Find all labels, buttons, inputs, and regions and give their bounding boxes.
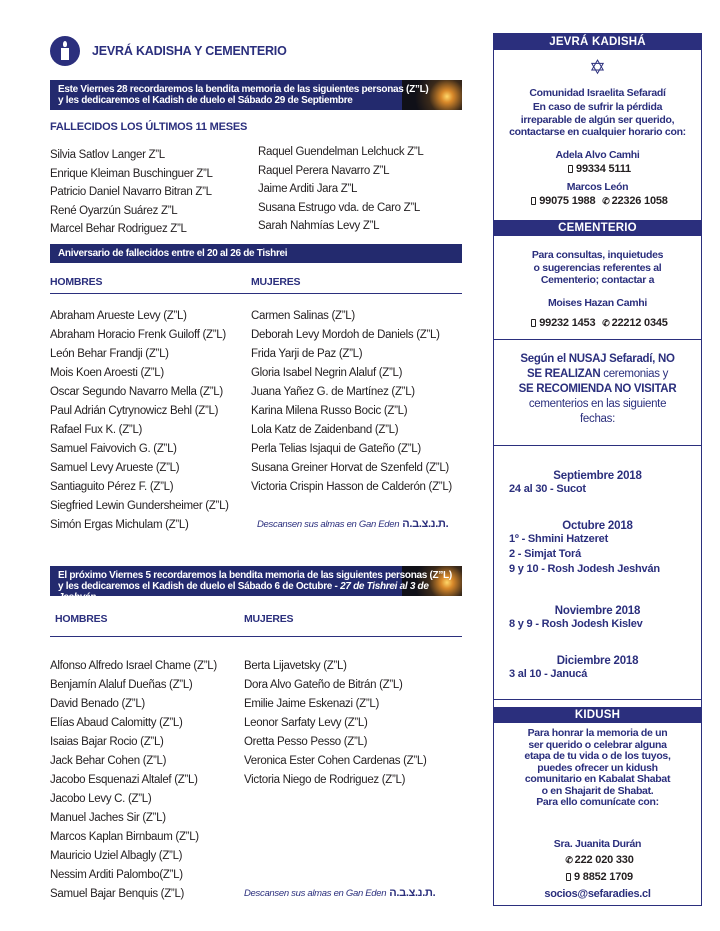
text-line: comunitario en Kabalat Shabat xyxy=(524,773,671,785)
text-line: SE REALIZAN xyxy=(526,368,601,380)
month-title: Septiembre 2018 xyxy=(553,470,642,482)
name-list-item: Sarah Nahmías Levy Z”L xyxy=(258,220,380,232)
candle-logo-icon xyxy=(50,36,80,66)
text-line: o sugerencias referentes al xyxy=(533,261,662,274)
name-list-item: Juana Yañez G. de Martínez (Z”L) xyxy=(251,386,415,398)
name-list-item: David Benado (Z”L) xyxy=(50,698,145,710)
text-line: Cementerio; contactar a xyxy=(540,274,655,286)
month-title: Diciembre 2018 xyxy=(556,655,639,667)
name-list-item: Siegfried Lewin Gundersheimer (Z”L) xyxy=(50,500,229,512)
name-list-item: Jacobo Esquenazi Altalef (Z”L) xyxy=(50,774,198,786)
page-title: JEVRÁ KADISHA Y CEMENTERIO xyxy=(92,44,287,58)
date-line: 3 al 10 - Janucá xyxy=(509,668,588,680)
anniversary-men-list xyxy=(50,307,229,535)
divider xyxy=(494,699,701,700)
name-list-item: Victoria Crispin Hasson de Calderón (Z”L) xyxy=(251,481,452,493)
phone-number[interactable]: 222 020 330 xyxy=(574,854,634,866)
contact-phone-row xyxy=(494,195,701,207)
descansen-text: Descansen sus almas en Gan Eden xyxy=(244,888,387,899)
name-list-item: Deborah Levy Mordoh de Daniels (Z”L) xyxy=(251,329,440,341)
contact-name: Moises Hazan Camhi xyxy=(547,297,648,309)
text-line: etapa de tu vida o de los tuyos, xyxy=(524,750,671,762)
name-list-item: Isaias Bajar Rocio (Z”L) xyxy=(50,736,164,748)
banner-line: El próximo Viernes 5 recordaremos la bendita memoria de las siguientes personas (Z”L) xyxy=(58,570,452,581)
banner-line: Aniversario de fallecidos entre el 20 al 26 de Tishrei xyxy=(58,248,288,259)
next-men-list xyxy=(50,657,217,904)
name-list-item: Manuel Jaches Sir (Z”L) xyxy=(50,812,166,824)
month-september xyxy=(494,470,701,497)
text-line: SE RECOMIENDA NO VISITAR xyxy=(518,383,677,395)
telephone-icon: ✆ xyxy=(565,855,573,865)
name-list-item: Patricio Daniel Navarro Bitran Z”L xyxy=(50,186,212,198)
date-line: 24 al 30 - Sucot xyxy=(509,483,586,495)
name-list-item: Gloria Isabel Negrin Alaluf (Z”L) xyxy=(251,367,403,379)
text-line: ceremonias y xyxy=(600,368,669,380)
text-line: NUSAJ Sefaradí, NO xyxy=(568,353,675,365)
hebrew-abbreviation: ת.נ.צ.ב.ה. xyxy=(402,518,449,530)
name-list-item: Benjamín Alaluf Dueñas (Z”L) xyxy=(50,679,193,691)
name-list-item: Enrique Kleiman Buschinguer Z”L xyxy=(50,167,213,180)
month-december xyxy=(494,655,701,682)
name-list-item: Dora Alvo Gateño de Bitrán (Z”L) xyxy=(244,679,403,691)
name-list-item: Marcos Kaplan Birnbaum (Z”L) xyxy=(50,831,199,843)
email-link[interactable]: socios@sefaradies.cl xyxy=(544,888,651,900)
contact-phone-row xyxy=(494,317,701,329)
phone-number[interactable]: 99232 1453 xyxy=(539,317,596,329)
banner-line-italic: 27 de Tishrei al 3 de Jeshván xyxy=(58,581,429,603)
banner-line: Este Viernes 28 recordaremos la bendita memoria de las siguientes personas (Z”L) xyxy=(58,84,429,95)
text-line: o en Shajarit de Shabat. xyxy=(541,784,654,797)
name-list-item: Simón Ergas Michulam (Z”L) xyxy=(50,519,189,531)
name-list-item: León Behar Frandji (Z”L) xyxy=(50,348,169,360)
mobile-phone-icon xyxy=(568,165,573,173)
name-list-item: Oscar Segundo Navarro Mella (Z”L) xyxy=(50,386,223,398)
name-list-item: Jaime Arditi Jara Z”L xyxy=(258,183,358,195)
name-list-item: Carmen Salinas (Z”L) xyxy=(251,310,355,322)
text-line: cementerios en las siguiente xyxy=(528,398,667,410)
community-name: Comunidad Israelita Sefaradí xyxy=(529,87,666,99)
hebrew-abbreviation: ת.נ.צ.ב.ה. xyxy=(389,887,436,899)
name-list-item: Berta Lijavetsky (Z”L) xyxy=(244,660,347,672)
descansen-text: Descansen sus almas en Gan Eden xyxy=(257,519,400,530)
name-list-item: Santiaguito Pérez F. (Z”L) xyxy=(50,481,174,493)
rest-in-peace-note xyxy=(257,518,448,530)
kidush-info-text xyxy=(494,728,701,809)
month-october xyxy=(494,520,701,577)
name-list-item: Marcel Behar Rodriguez Z”L xyxy=(50,223,187,235)
name-list-item: Veronica Ester Cohen Cardenas (Z”L) xyxy=(244,755,427,767)
memorial-banner-1 xyxy=(50,80,462,110)
text-line: contactarse en cualquier horario con: xyxy=(509,126,686,138)
name-list-item: Mois Koen Aroesti (Z”L) xyxy=(50,367,164,379)
next-women-list xyxy=(244,657,427,790)
date-line: 8 y 9 - Rosh Jodesh Kislev xyxy=(509,618,643,630)
men-heading: HOMBRES xyxy=(55,613,108,625)
anniversary-banner xyxy=(50,244,462,263)
sidebar xyxy=(493,33,702,906)
phone-number[interactable]: 22326 1058 xyxy=(611,195,668,207)
text-line: Según el xyxy=(520,353,569,365)
name-list-item: Silvia Satlov Langer Z”L xyxy=(50,149,165,161)
date-line: 1º - Shmini Hatzeret xyxy=(509,533,609,545)
name-list-item: Rafael Fux K. (Z”L) xyxy=(50,424,143,436)
name-list-item: Susana Estrugo vda. de Caro Z”L xyxy=(258,201,421,214)
name-list-item: Frida Yarji de Paz (Z”L) xyxy=(251,348,363,360)
name-list-item: Alfonso Alfredo Israel Chame (Z”L) xyxy=(50,660,217,672)
phone-number[interactable]: 22212 0345 xyxy=(611,317,668,329)
name-list-item: Elías Abaud Calomitty (Z”L) xyxy=(50,717,183,729)
name-list-item: Oretta Pesso Pesso (Z”L) xyxy=(244,736,368,748)
name-list-item: Susana Greiner Horvat de Szenfeld (Z”L) xyxy=(251,462,449,474)
name-list-item: Abraham Horacio Frenk Guiloff (Z”L) xyxy=(50,329,226,341)
name-list-item: Jacobo Levy C. (Z”L) xyxy=(50,793,152,805)
contact-phone-row xyxy=(494,163,701,175)
rest-in-peace-note xyxy=(244,887,435,899)
text-line: ser querido o celebrar alguna xyxy=(528,738,667,751)
contact-name: Adela Alvo Camhi xyxy=(555,149,640,161)
banner-line: y les dedicaremos el Kadish de duelo el Sábado 29 de Septiembre xyxy=(58,95,353,106)
cementerio-title: CEMENTERIO xyxy=(494,220,701,236)
name-list-item: Mauricio Uziel Albagly (Z”L) xyxy=(50,850,183,862)
mobile-phone-icon xyxy=(531,319,536,327)
month-title: Noviembre 2018 xyxy=(554,605,641,617)
name-list-item: Nessim Arditi Palombo(Z”L) xyxy=(50,869,183,881)
phone-number[interactable]: 99334 5111 xyxy=(576,163,631,175)
star-of-david-icon: ✡ xyxy=(589,57,606,79)
jevra-kadisha-title: JEVRÁ KADISHÁ xyxy=(494,34,701,50)
text-line: Para ello comunícate con: xyxy=(536,796,659,808)
deceased-list-left xyxy=(50,146,213,239)
contact-phone-row xyxy=(494,871,701,883)
divider xyxy=(494,445,701,446)
men-heading: HOMBRES xyxy=(50,276,103,288)
name-list-item: Raquel Guendelman Lelchuck Z”L xyxy=(258,146,424,158)
text-line: Para consultas, inquietudes xyxy=(531,249,664,261)
contact-name: Sra. Juanita Durán xyxy=(553,838,642,850)
name-list-item: Raquel Perera Navarro Z”L xyxy=(258,164,390,177)
deceased-list-right xyxy=(258,143,424,236)
name-list-item: Emilie Jaime Eskenazi (Z”L) xyxy=(244,698,380,710)
mobile-phone-icon xyxy=(531,197,536,205)
name-list-item: Karina Milena Russo Bocic (Z”L) xyxy=(251,405,408,417)
date-line: 2 - Simjat Torá xyxy=(509,548,581,560)
name-list-item: Abraham Arueste Levy (Z”L) xyxy=(50,310,187,322)
banner-line: y les dedicaremos el Kadish de duelo el Sábado 6 de Octubre - xyxy=(58,581,341,592)
women-heading: MUJERES xyxy=(251,276,301,288)
month-title: Octubre 2018 xyxy=(562,520,633,532)
name-list-item: Lola Katz de Zaidenband (Z”L) xyxy=(251,424,399,436)
name-list-item: Samuel Levy Arueste (Z”L) xyxy=(50,462,180,474)
name-list-item: Leonor Sarfaty Levy (Z”L) xyxy=(244,717,368,729)
month-november xyxy=(494,605,701,632)
anniversary-women-list xyxy=(251,307,452,497)
contact-phone-row xyxy=(494,854,701,866)
text-line: puedes ofrecer un kidush xyxy=(537,761,658,774)
name-list-item: Victoria Niego de Rodriguez (Z”L) xyxy=(244,774,406,786)
name-list-item: René Oyarzún Suárez Z”L xyxy=(50,204,178,217)
text-line: Para honrar la memoria de un xyxy=(527,727,668,739)
name-list-item: Samuel Faivovich G. (Z”L) xyxy=(50,443,177,455)
name-list-item: Samuel Bajar Benquis (Z”L) xyxy=(50,888,185,900)
cementerio-info-text xyxy=(494,249,701,287)
text-line: En caso de sufrir la pérdida xyxy=(532,101,663,113)
phone-number[interactable]: 9 8852 1709 xyxy=(574,871,633,883)
contact-name: Marcos León xyxy=(566,181,629,193)
jevra-info-text xyxy=(494,101,701,139)
page-header xyxy=(50,34,287,68)
nusaj-notice xyxy=(494,352,701,427)
name-list-item: Perla Telias Isjaqui de Gateño (Z”L) xyxy=(251,443,421,455)
text-line: fechas: xyxy=(580,413,615,425)
telephone-icon: ✆ xyxy=(602,196,610,206)
mobile-phone-icon xyxy=(566,873,571,881)
telephone-icon: ✆ xyxy=(602,318,610,328)
deceased-heading: FALLECIDOS LOS ÚLTIMOS 11 MESES xyxy=(50,121,248,133)
women-heading: MUJERES xyxy=(244,613,294,625)
name-list-item: Paul Adrián Cytrynowicz Behl (Z”L) xyxy=(50,405,219,417)
divider xyxy=(494,339,701,340)
date-line: 9 y 10 - Rosh Jodesh Jeshván xyxy=(509,563,660,575)
memorial-banner-2 xyxy=(50,566,462,603)
kidush-title: KIDUSH xyxy=(494,707,701,723)
name-list-item: Jack Behar Cohen (Z”L) xyxy=(50,755,167,767)
phone-number[interactable]: 99075 1988 xyxy=(539,195,596,207)
divider xyxy=(50,293,462,294)
divider xyxy=(50,636,462,637)
text-line: irreparable de algún ser querido, xyxy=(520,113,675,126)
